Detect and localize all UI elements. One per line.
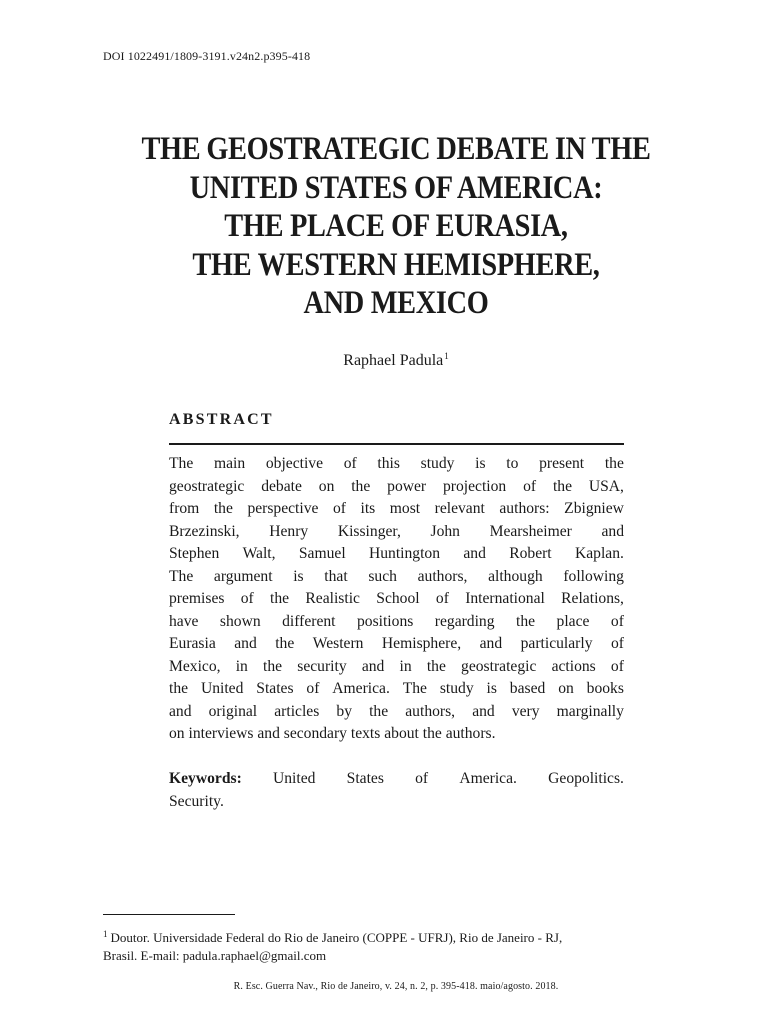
word: in (235, 657, 248, 675)
word: Mexico, (169, 657, 221, 675)
word: and (169, 702, 192, 720)
word: of (343, 455, 357, 472)
word: is (486, 680, 497, 697)
word: Henry (269, 522, 309, 540)
word: States (346, 770, 384, 787)
word: Realistic (305, 590, 360, 607)
word: United (272, 770, 316, 787)
abstract-line (169, 566, 624, 589)
title-word: IN (554, 131, 586, 167)
word: actions (551, 657, 596, 675)
word: of (415, 770, 429, 787)
word: authors, (417, 567, 468, 585)
word: study (420, 455, 455, 472)
word: the (426, 657, 446, 675)
word: books (586, 680, 624, 697)
author-footnote-mark: 1 (444, 351, 449, 361)
word: although (488, 567, 543, 585)
title-word: DEBATE (436, 131, 549, 167)
title-line-1 (141, 130, 650, 169)
abstract-line (169, 476, 624, 499)
word: and (601, 522, 624, 540)
word: and (463, 545, 486, 562)
title-word: THE (591, 131, 651, 167)
word: International (465, 590, 545, 607)
word: Hemisphere, (381, 635, 462, 652)
word: the (351, 477, 371, 495)
keywords-line-1 (169, 768, 624, 791)
word: that (324, 567, 348, 585)
word: of (240, 590, 254, 607)
word: objective (265, 455, 323, 472)
word: Huntington (368, 545, 441, 562)
abstract-divider (169, 443, 624, 445)
word: United (200, 680, 244, 697)
word: of (332, 500, 346, 517)
word: projection (442, 477, 507, 495)
word: perspective (247, 500, 319, 517)
word: its (360, 500, 376, 517)
word: The (169, 567, 194, 585)
word: by (336, 702, 352, 720)
abstract-line (169, 498, 624, 521)
word: is (293, 567, 304, 585)
word: marginally (556, 702, 624, 720)
word: the (270, 590, 290, 607)
footnote-line-1 (103, 925, 663, 947)
word: authors: (499, 500, 550, 517)
word: Walt, (242, 545, 276, 562)
word: Zbigniew (564, 500, 624, 517)
word: Robert (509, 545, 552, 562)
abstract-line (169, 678, 624, 701)
word: of (435, 590, 449, 607)
word: the (552, 477, 572, 495)
word: and (472, 702, 495, 720)
keywords-line-2: Security. (169, 792, 224, 810)
abstract-line (169, 656, 624, 679)
word: Samuel (298, 545, 346, 562)
word: of (610, 612, 624, 630)
word: premises (169, 590, 225, 607)
word: America. (459, 770, 517, 787)
word: the (213, 500, 233, 517)
title-line-2: UNITED STATES OF AMERICA: (189, 169, 603, 206)
word: and (234, 635, 257, 652)
author-name: Raphael Padula (343, 352, 444, 369)
word: this (377, 455, 400, 472)
word: on (558, 680, 574, 697)
word: The (169, 455, 194, 472)
word: debate (261, 477, 302, 495)
word: Kaplan. (574, 545, 624, 562)
abstract-line (169, 543, 624, 566)
word: Kissinger, (337, 522, 401, 540)
word: Western (312, 635, 364, 652)
word: geostrategic (461, 657, 537, 675)
word: relevant (434, 500, 485, 517)
title-line-4: THE WESTERN HEMISPHERE, (192, 246, 600, 283)
word: based (509, 680, 546, 697)
footnote-mark: 1 (103, 929, 108, 939)
word: main (213, 455, 246, 472)
word: Geopolitics. (548, 770, 624, 787)
word: of (610, 657, 624, 675)
title-line-3: THE PLACE OF EURASIA, (224, 208, 568, 244)
word: most (389, 500, 421, 517)
word: particularly (520, 635, 593, 652)
abstract-line: on interviews and secondary texts about the authors. (169, 725, 496, 742)
word: the (516, 612, 536, 630)
word: power (387, 477, 427, 495)
word: Relations, (561, 590, 624, 607)
title-line-5: AND MEXICO (303, 285, 489, 321)
word: articles (274, 702, 320, 720)
word: America. (332, 680, 390, 697)
keywords-label: Keywords: (169, 770, 242, 787)
doi-identifier: DOI 1022491/1809-3191.v24n2.p395-418 (103, 49, 311, 63)
article-title (141, 130, 650, 323)
footnote (103, 925, 663, 965)
word: shown (219, 612, 261, 630)
word: from (169, 500, 200, 517)
word: and (479, 635, 503, 652)
word: the (275, 635, 295, 652)
word: in (399, 657, 412, 675)
word: positions (356, 612, 414, 630)
footnote-line-2: Brasil. E-mail: padula.raphael@gmail.com (103, 948, 327, 963)
abstract-line (169, 588, 624, 611)
word: Mearsheimer (489, 522, 572, 540)
word: and (361, 657, 385, 675)
word: the (604, 455, 624, 472)
word: very (511, 702, 540, 720)
word: place (556, 612, 590, 630)
word: such (368, 567, 397, 585)
keywords-block (169, 768, 624, 813)
abstract-line (169, 701, 624, 724)
word: the (369, 702, 389, 720)
word: of (610, 635, 624, 652)
abstract-line (169, 611, 624, 634)
word: the (263, 657, 283, 675)
word: John (430, 522, 460, 540)
word: States (256, 680, 294, 697)
word: Eurasia (169, 635, 216, 652)
word: Brzezinski, (169, 522, 240, 540)
word: School (376, 590, 420, 607)
word: of (523, 477, 537, 495)
word: regarding (434, 612, 495, 630)
word: Stephen (169, 545, 220, 562)
word: The (402, 680, 427, 697)
title-word: GEOSTRATEGIC (206, 131, 431, 167)
word: is (475, 455, 486, 472)
footnote-text: Doutor. Universidade Federal do Rio de Janeiro (COPPE - UFRJ), Rio de Janeiro - RJ, (110, 930, 563, 945)
word: of (306, 680, 320, 697)
footnote-divider (103, 914, 235, 915)
word: on (318, 477, 335, 495)
word: following (563, 567, 624, 585)
word: authors, (405, 702, 456, 720)
word: different (282, 612, 336, 630)
abstract-line (169, 633, 624, 656)
word: argument (213, 567, 273, 585)
word: geostrategic (169, 477, 245, 495)
word: original (208, 702, 258, 720)
word: have (169, 612, 199, 630)
word: security (297, 657, 347, 675)
word: present (539, 455, 585, 472)
abstract-body (169, 453, 624, 746)
journal-citation-footer: R. Esc. Guerra Nav., Rio de Janeiro, v. 24, n. 2, p. 395-418. maio/agosto. 2018. (233, 981, 559, 992)
abstract-heading: ABSTRACT (169, 411, 274, 428)
word: USA, (588, 477, 624, 495)
word: to (506, 455, 519, 472)
abstract-line (169, 453, 624, 476)
title-word: THE (141, 131, 201, 167)
author-byline (0, 351, 768, 370)
word: the (169, 680, 189, 697)
abstract-line (169, 521, 624, 544)
word: study (439, 680, 474, 697)
